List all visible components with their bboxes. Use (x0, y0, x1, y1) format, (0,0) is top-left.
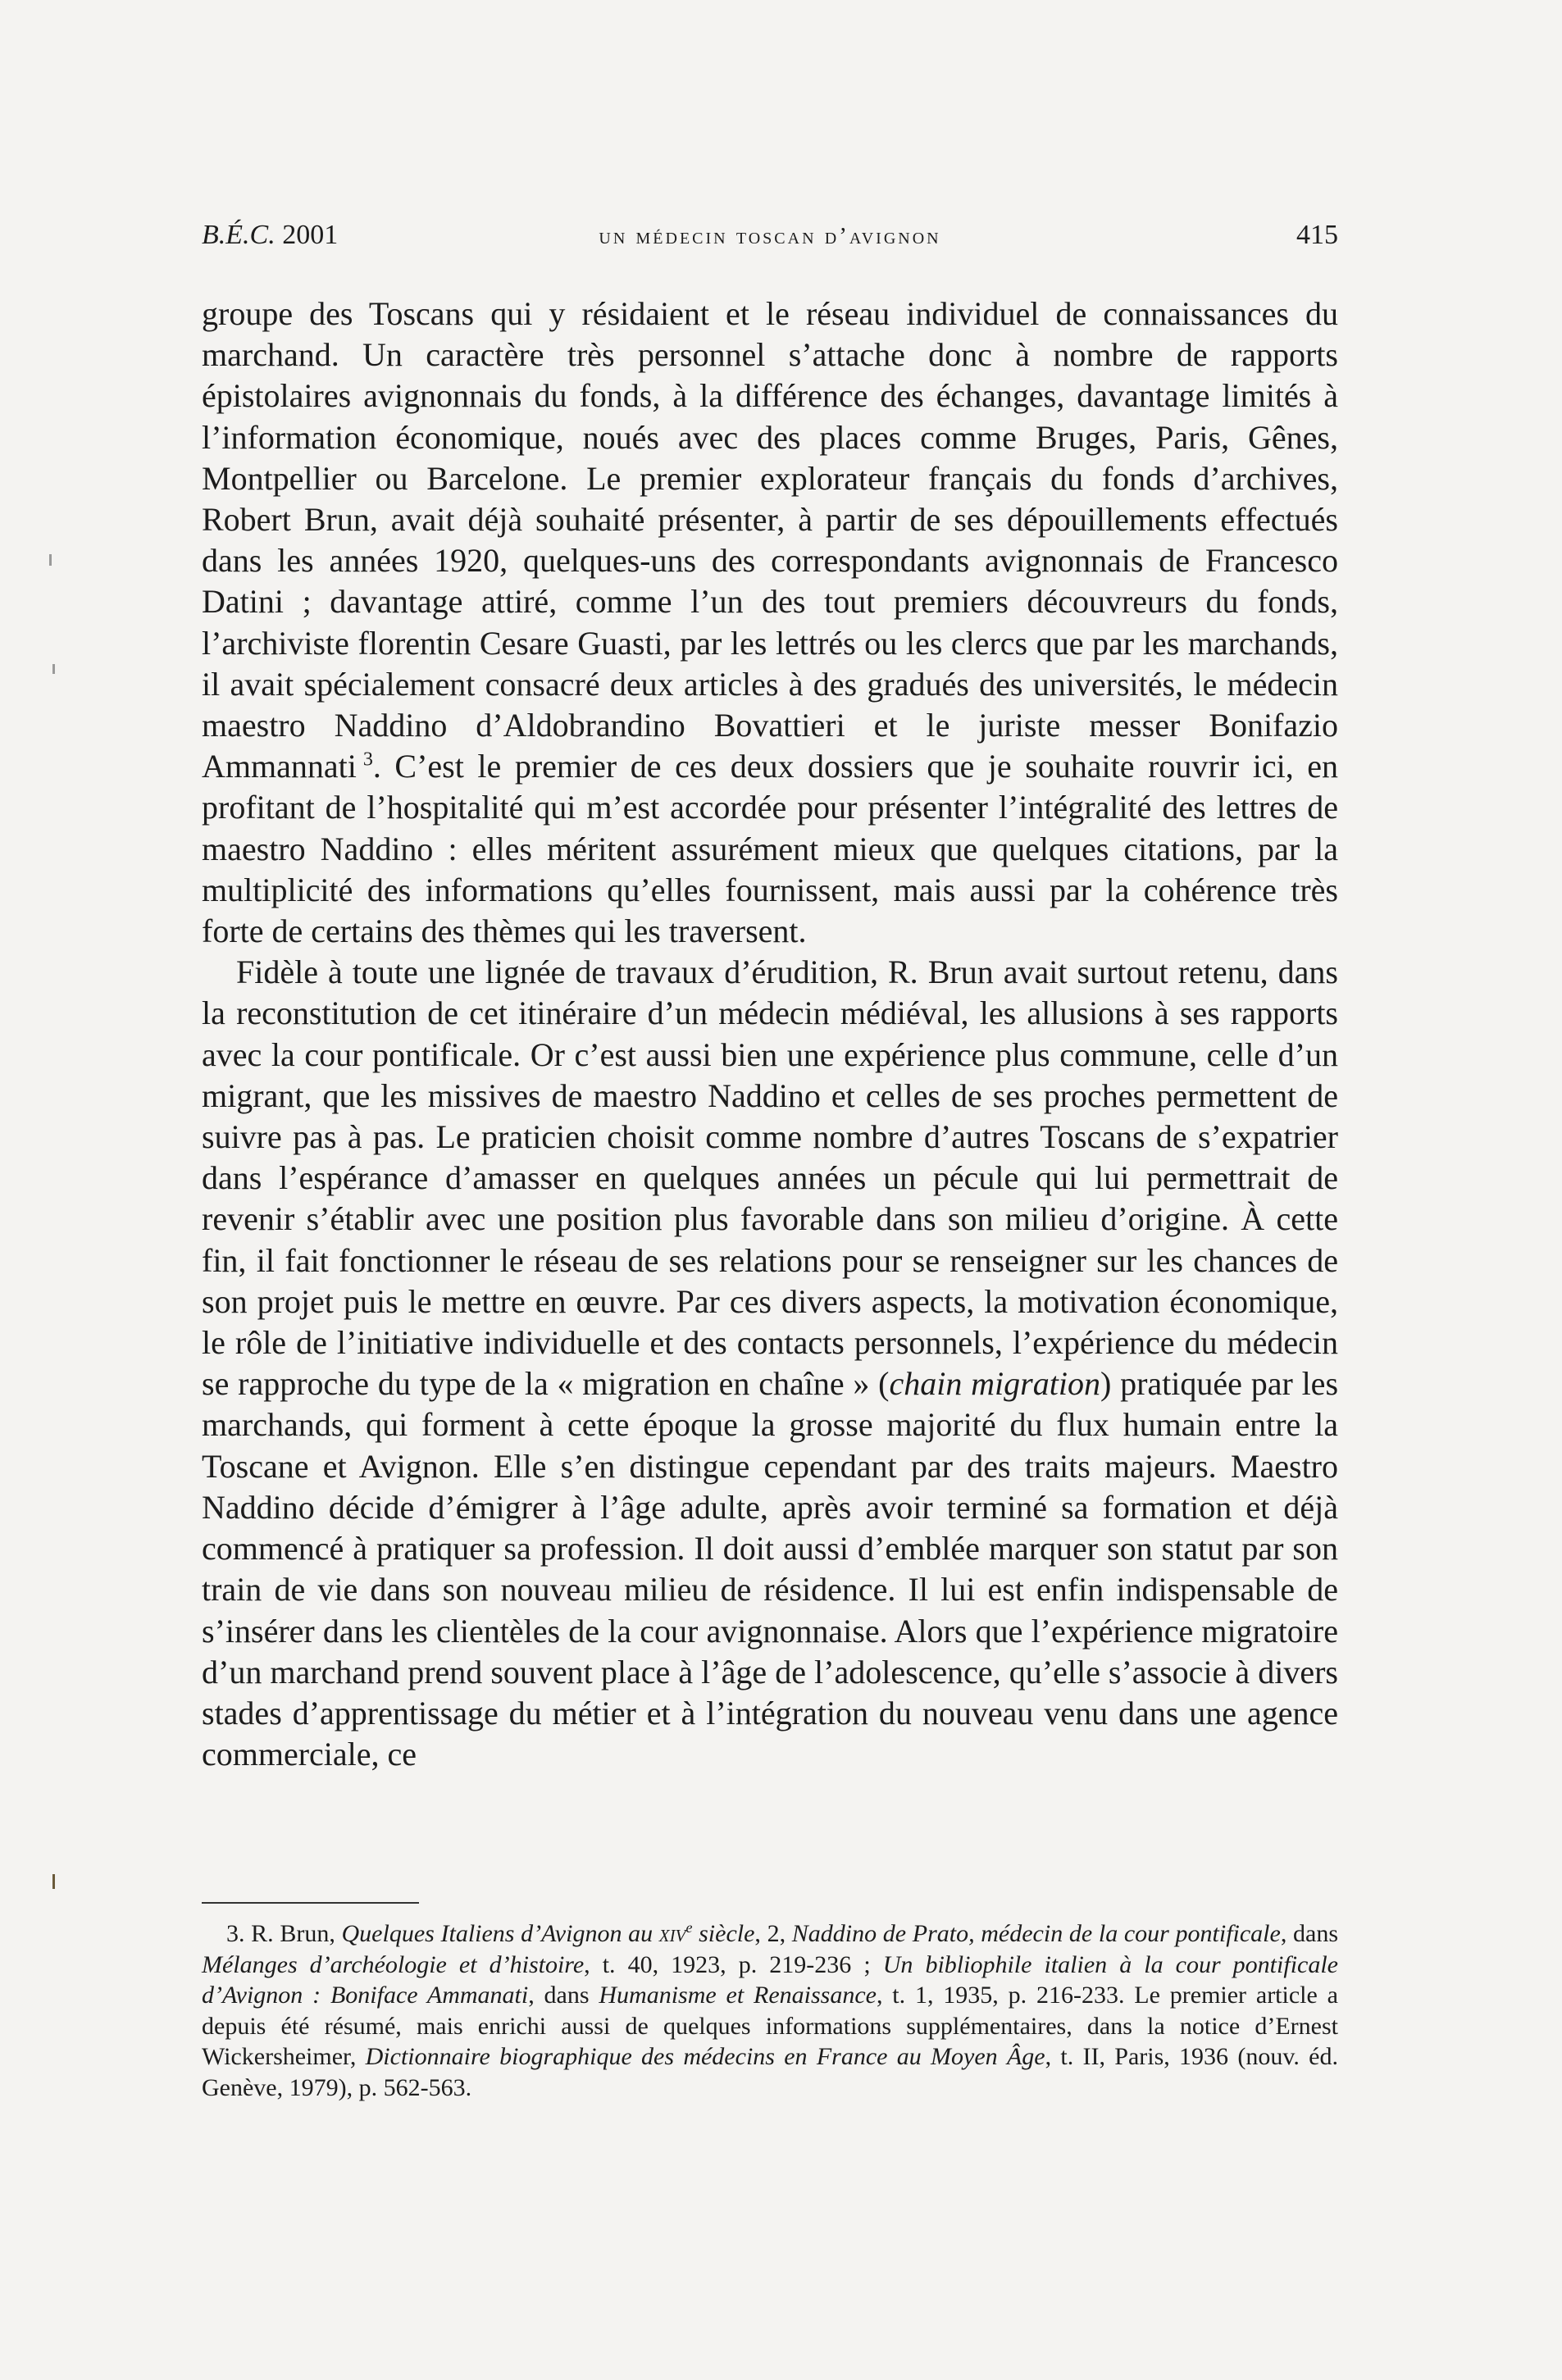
margin-mark (49, 554, 52, 566)
journal-abbreviation: B.É.C. 2001 (202, 220, 339, 250)
running-header (202, 220, 1338, 261)
footnote-reference: 3 (362, 749, 373, 771)
margin-mark (52, 664, 55, 674)
main-text (202, 294, 1338, 1775)
page-number: 415 (1296, 220, 1338, 250)
paragraph: groupe des Toscans qui y résidaient et le réseau individuel de connaissances du marchand. Un caractère très personnel s’attache donc à nombre de rapports épistolaires avignonnais du fonds, à la différence des échanges, davantage limités à l’information économique, noués avec des places comme Bruges, Paris, Gênes, Montpellier ou Barcelone. Le premier explorateur français du fonds d’archives, Robert Brun, avait déjà souhaité présenter, à partir de ses dépouillements effectués dans les années 1920, quelques-uns des correspondants avignonnais de Francesco Datini ; davantage attiré, comme l’un des tout premiers découvreurs du fonds, l’archiviste florentin Cesare Guasti, par les lettrés ou les clercs que par les marchands, il avait spécialement consacré deux articles à des gradués des universités, le médecin maestro Naddino d’Aldobrandino Bovattieri et le juriste messer Bonifazio Ammannati $^3$. C’est le premier de ces deux dossiers que je souhaite rouvrir ici, en profitant de l’hospitalité qui m’est accordée pour présenter l’intégralité des lettres de maestro Naddino : elles méritent assurément mieux que quelques citations, par la multiplicité des informations qu’elles fournissent, mais aussi par la cohérence très forte de certains des thèmes qui les traversent. (202, 295, 1338, 950)
paragraph: Fidèle à toute une lignée de travaux d’érudition, R. Brun avait surtout retenu, dans la reconstitution de cet itinéraire d’un médecin médiéval, les allusions à ses rapports avec la cour pontificale. Or c’est aussi bien une expérience plus commune, celle d’un migrant, que les missives de maestro Naddino et celles de ses proches permettent de suivre pas à pas. Le praticien choisit comme nombre d’autres Toscans de s’expatrier dans l’espérance d’amasser en quelques années un pécule qui lui permettrait de revenir s’établir avec une position plus favorable dans son milieu d’origine. À cette fin, il fait fonctionner le réseau de ses relations pour se renseigner sur les chances de son projet puis le mettre en œuvre. Par ces divers aspects, la motivation économique, le rôle de l’initiative individuelle et des contacts personnels, l’expérience du médecin se rapproche du type de la « migration en chaîne » (chain migration) pratiquée par les marchands, qui forment à cette époque la grosse majorité du flux humain entre la Toscane et Avignon. Elle s’en distingue cependant par des traits majeurs. Maestro Naddino décide d’émigrer à l’âge adulte, après avoir terminé sa formation et déjà commencé à pratiquer sa profession. Il doit aussi d’emblée marquer son statut par son train de vie dans son nouveau milieu de résidence. Il lui est enfin indispensable de s’insérer dans les clientèles de la cour avignonnaise. Alors que l’expérience migratoire d’un marchand prend souvent place à l’âge de l’adolescence, qu’elle s’associe à divers stades d’apprentissage du métier et à l’intégration du nouveau venu dans une agence commerciale, ce (202, 953, 1339, 1773)
margin-mark (52, 1874, 55, 1889)
footnote-number: 3. (226, 1920, 245, 1947)
running-title: un médecin toscan d’avignon (599, 223, 941, 249)
footnote: 3. R. Brun, Quelques Italiens d’Avignon au xiv$^e$ siècle, 2, Naddino de Prato, médecin de la cour pontificale, dans Mélanges d’archéologie et d’histoire, t. 40, 1923, p. 219-236 ; Un bibliophile italien à la cour pontificale d’Avignon : Boniface Ammanati, dans Humanisme et Renaissance, t. 1, 1935, p. 216-233. Le premier article a depuis été résumé, mais enrichi aussi de quelques informations supplémentaires, dans la notice d’Ernest Wickersheimer, Dictionnaire biographique des médecins en France au Moyen Âge, t. II, Paris, 1936 (nouv. éd. Genève, 1979), p. 562-563. (202, 1919, 1339, 2101)
footnote-separator (202, 1902, 419, 1904)
